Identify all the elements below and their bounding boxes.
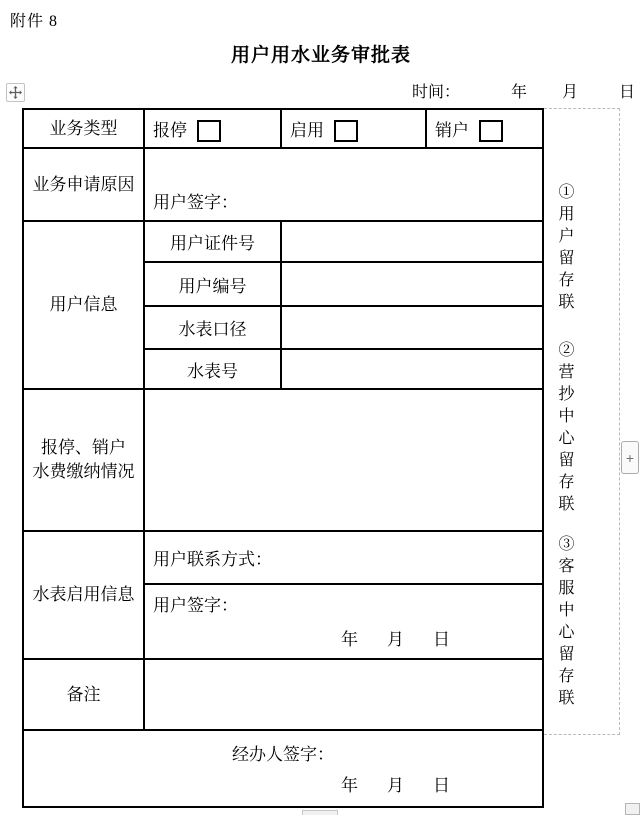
user-info-label: 用户信息: [24, 222, 145, 390]
plus-button[interactable]: [621, 441, 639, 474]
option-qiyong-label: 启用: [290, 121, 324, 140]
plus-icon: +: [625, 449, 635, 466]
copy-service-center-retained: ③客服中心留存联: [556, 535, 573, 711]
application-reason-cell[interactable]: [145, 149, 542, 222]
time-month-label: 月: [562, 84, 579, 101]
meter-number-value-cell[interactable]: [282, 350, 542, 390]
scrollbar-corner-fragment[interactable]: [625, 803, 640, 815]
payment-status-label-line1: 报停、销户: [41, 438, 126, 457]
meter-number-label: 水表号: [145, 350, 282, 390]
meter-caliber-value-cell[interactable]: [282, 307, 542, 350]
year-label: 年: [341, 776, 358, 795]
option-qiyong: [282, 110, 427, 149]
user-id-label: 用户证件号: [145, 222, 282, 263]
payment-status-cell[interactable]: [145, 390, 542, 532]
user-number-label: 用户编号: [145, 263, 282, 307]
business-type-label: 业务类型: [24, 110, 145, 149]
move-icon: [9, 86, 22, 99]
qiyong-checkbox[interactable]: [334, 120, 358, 142]
meter-activation-label: 水表启用信息: [24, 532, 145, 660]
remarks-cell[interactable]: [145, 660, 542, 731]
table-move-handle[interactable]: [6, 83, 25, 102]
activation-signature-label: 用户签字：: [153, 596, 238, 615]
year-label: 年: [341, 630, 358, 649]
copy-user-retained: ①用户留存联: [556, 183, 573, 315]
time-year-label: 年: [511, 84, 528, 101]
day-label: 日: [433, 776, 450, 795]
activation-date-row: [341, 625, 450, 650]
user-number-value-cell[interactable]: [282, 263, 542, 307]
remarks-label: 备注: [24, 660, 145, 731]
user-signature-label: 用户签字：: [153, 193, 238, 212]
application-reason-label: 业务申请原因: [24, 149, 145, 222]
retention-copies-column: [544, 108, 620, 735]
option-xiaohu: [427, 110, 542, 149]
contact-label: 用户联系方式：: [153, 550, 272, 569]
payment-status-label-line2: 水费缴纳情况: [32, 462, 135, 481]
xiaohu-checkbox[interactable]: [479, 120, 503, 142]
user-id-value-cell[interactable]: [282, 222, 542, 263]
contact-cell[interactable]: [145, 532, 542, 585]
handler-date-row: [341, 771, 450, 796]
month-label: 月: [387, 776, 404, 795]
meter-caliber-label: 水表口径: [145, 307, 282, 350]
attachment-label: 附件 8: [10, 13, 59, 30]
approval-form-table: [22, 108, 544, 808]
payment-status-label: [24, 390, 145, 532]
baoting-checkbox[interactable]: [197, 120, 221, 142]
horizontal-scrollbar-fragment[interactable]: [302, 810, 338, 815]
option-baoting: [145, 110, 282, 149]
copy-reading-center-retained: ②营抄中心留存联: [556, 341, 573, 517]
time-label: 时间：: [412, 84, 461, 101]
option-xiaohu-label: 销户: [435, 121, 469, 140]
handler-signature-cell[interactable]: [24, 731, 542, 806]
month-label: 月: [387, 630, 404, 649]
time-day-label: 日: [619, 84, 636, 101]
option-baoting-label: 报停: [153, 121, 187, 140]
page-title: 用户用水业务审批表: [230, 45, 411, 66]
handler-signature-label: 经办人签字：: [232, 745, 334, 764]
day-label: 日: [433, 630, 450, 649]
activation-signature-cell[interactable]: [145, 585, 542, 660]
